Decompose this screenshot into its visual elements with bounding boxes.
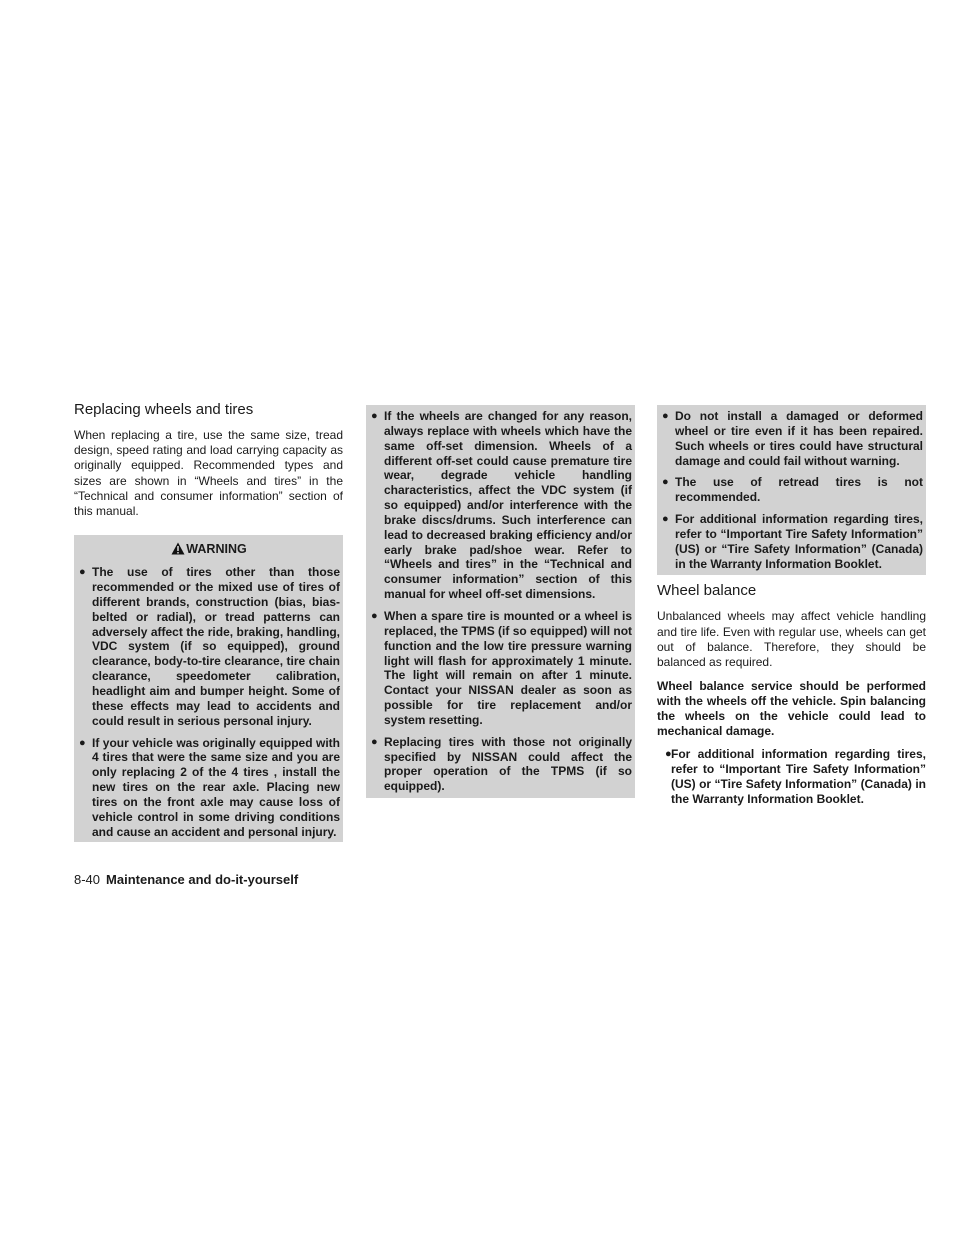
warning-list-continued-2 (661, 409, 923, 571)
wheel-balance-bold-paragraph: Wheel balance service should be performed with the wheels off the vehicle. Spin balancing the wheels on the vehicle could lead to mechanical damage. (657, 679, 926, 739)
page-footer (74, 871, 298, 888)
bullet-icon: ● (662, 513, 669, 526)
bullet-icon: ● (371, 735, 378, 748)
list-item: ● When a spare tire is mounted or a wheel is replaced, the TPMS (if so equipped) will not function and the low tire pressure warning light will flash for approximately 1 minute. The light will remain on after 1 minute. Contact your NISSAN dealer as soon as possible for tire replacement and/or system resetting. (371, 608, 633, 727)
list-item: ● Replacing tires with those not originally specified by NISSAN could affect the proper operation of the TPMS (if so equipped). (371, 734, 632, 794)
section-title-wheel-balance: Wheel balance (657, 582, 757, 600)
warning-list (78, 565, 340, 839)
page-number: 8-40 (74, 872, 101, 887)
list-item: ● The use of retread tires is not recommended. (662, 475, 923, 505)
intro-paragraph: When replacing a tire, use the same size, tread design, speed rating and load carrying capacity as originally equipped. Recommended types and sizes are shown in “Wheels and tires” in the “Technical and consumer information” section of this manual. (74, 428, 343, 519)
list-item: ● If your vehicle was originally equipped with 4 tires that were the same size and you are only replacing 2 of the 4 tires , install the new tires on the rear axle. Placing new tires on the front axle may cause loss of vehicle control in some driving conditions and cause an accident and personal injury. (79, 735, 340, 839)
bullet-icon: ● (79, 736, 86, 749)
list-item: ● For additional information regarding tires, refer to “Important Tire Safety Information” (US) or “Tire Safety Information” (Canada) in the Warranty Information Booklet. (665, 747, 926, 806)
bullet-icon: ● (662, 476, 669, 489)
warning-box (74, 535, 343, 842)
list-item: ● Do not install a damaged or deformed wheel or tire even if it has been repaired. Such wheels or tires could have structural damage and could fail without warning. (662, 409, 923, 468)
column-right (657, 405, 926, 807)
bullet-icon: ● (665, 748, 672, 761)
wheel-balance-list (657, 747, 926, 806)
bullet-icon: ● (371, 609, 378, 622)
bullet-icon: ● (662, 410, 669, 422)
list-item: ● The use of tires other than those recommended or the mixed use of tires of different brands, construction (bias, bias-belted or radial), or tread patterns can adversely affect the ride, braking, handling, VDC system (if so equipped), ground clearance, body-to-tire clearance, tire chain clearance, speedometer calibration, headlight aim and bumper height. Some of these effects may lead to accidents and could result in serious personal injury. (79, 565, 340, 728)
warning-continued-box (366, 405, 635, 798)
footer-section-title: Maintenance and do-it-yourself (106, 872, 299, 887)
bullet-icon: ● (79, 566, 86, 579)
warning-header (78, 538, 340, 565)
warning-continued-box-2 (657, 405, 926, 575)
warning-triangle-icon (171, 542, 185, 560)
warning-label: WARNING (186, 542, 247, 557)
wheel-balance-paragraph: Unbalanced wheels may affect vehicle handling and tire life. Even with regular use, wheels can get out of balance. Therefore, they should be balanced as required. (657, 609, 926, 670)
warning-list-continued (370, 409, 632, 794)
column-left (74, 400, 343, 842)
section-title-replacing-wheels: Replacing wheels and tires (74, 401, 254, 418)
list-item: ● For additional information regarding tires, refer to “Important Tire Safety Information” (US) or “Tire Safety Information” (Canada) in the Warranty Information Booklet. (662, 512, 923, 571)
column-middle (366, 405, 635, 798)
list-item: ● If the wheels are changed for any reason, always replace with wheels which have the same off-set dimension. Wheels of a different off-set could cause premature tire wear, degrade vehicle handling characteristics, affect the VDC system (if so equipped) and/or interference with the brake discs/drums. Such interference can lead to decreased braking efficiency and/or early brake pad/shoe wear. Refer to “Wheels and tires” in the “Technical and consumer information” section of this manual for wheel off-set dimensions. (371, 409, 632, 602)
bullet-icon: ● (371, 410, 378, 422)
